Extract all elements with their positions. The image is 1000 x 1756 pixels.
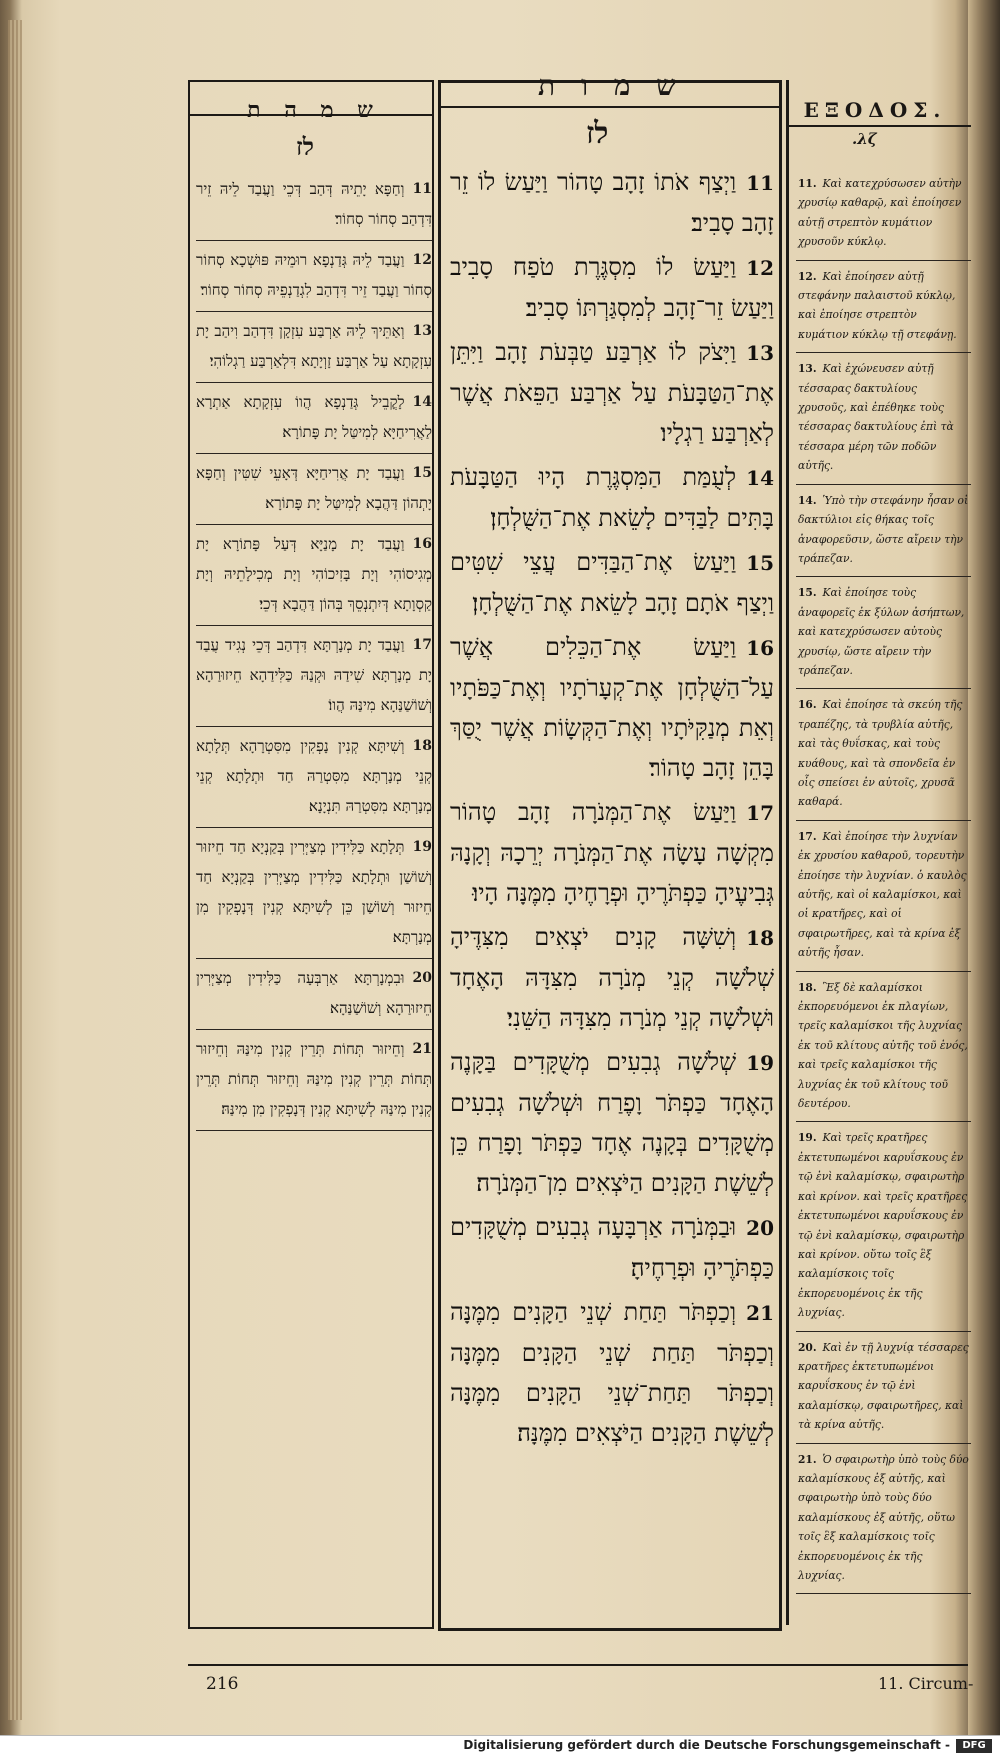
greek-verse-number: 14.	[798, 493, 817, 507]
aramaic-verse-text: וְחֵיזוּר תְּחוֹת תְּרֵין קְנִין מִינַּהּ וְחֵיזוּר תְּחוֹת תְּרֵין קְנִין מִינַּהּ וְחֵיזוּר תְּחוֹת תְּרֵין קְנִין מִינַּהּ לְשִׁיתָּא קְנִין דְּנָפְקִין מִן מִינַּהּ׃	[196, 1040, 432, 1118]
hebrew-verse	[446, 542, 778, 627]
aramaic-verse	[196, 170, 432, 241]
hebrew-verse-text: וְשִׁשָּׁה קָנִים יֹצְאִים מִצִּדֶּיהָ שְׁלֹשָׁה קְנֵי מְנֹרָה מִצִּדָּהּ הָאֶחָד וּשְׁלֹשָׁה קְנֵי מְנֹרָה מִצִּדָּהּ הַשֵּׁנִי׃	[450, 923, 774, 1032]
aramaic-verse	[196, 959, 432, 1030]
hebrew-verse-number: 11	[746, 171, 774, 195]
aramaic-verse-number: 16	[412, 536, 432, 552]
hebrew-verse-text: וְכַפְתֹּר תַּחַת שְׁנֵי הַקָּנִים מִמֶּנָּה וְכַפְתֹּר תַּחַת שְׁנֵי הַקָּנִים מִמֶּנָּה וְכַפְתֹּר תַּחַת־שְׁנֵי הַקָּנִים מִמֶּנָּה לְשֵׁשֶׁת הַקָּנִים הַיֹּצְאִים מִמֶּנָּה׃	[450, 1298, 774, 1447]
greek-verse	[796, 485, 971, 578]
greek-verse-text: Ὁ σφαιρωτὴρ ὑπὸ τοὺς δύο καλαμίσκους ἐξ αὐτῆς, καὶ σφαιρωτὴρ ὑπὸ τοὺς δύο καλαμίσκους ἐξ αὐτῆς, οὕτω τοῖς ἓξ καλαμίσκοις τοῖς ἐκπορευομένοις ἐκ τῆς λυχνίας.	[798, 1452, 969, 1582]
greek-verse-text: Καὶ ἐποίησε τὴν λυχνίαν ἐκ χρυσίου καθαροῦ, τορευτὴν ἐποίησε τὴν λυχνίαν. ὁ καυλὸς αὐτῆς, καὶ οἱ καλαμίσκοι, καὶ οἱ κρατῆρες, καὶ οἱ σφαιρωτῆρες, καὶ τὰ κρίνα ἐξ αὐτῆς ἦσαν.	[798, 829, 967, 960]
hebrew-verse-number: 21	[746, 1301, 774, 1325]
aramaic-verse-text: וּבִמְנָרְתָּא אַרְבְּעָה כַּלִּידִין מְצַיְּרִין חֵיזוּרַהָא וְשׁוֹשַׁנַּהָא׃	[196, 969, 432, 1017]
aramaic-verse-text: וְשִׁיתָּא קְנִין נָפְקִין מִסִּטְרָהָא תְּלָתָא קְנֵי מְנָרְתָּא מִסִּטְרַהּ חַד וּתְלָתָא קְנֵי מְנָרְתָּא מִסִּטְרַהּ תִּנְיָנָא׃	[196, 737, 432, 815]
book-page-edges	[8, 20, 22, 1720]
aramaic-running-head: ש מ ה ת	[247, 97, 381, 123]
aramaic-verse-text: וַעֲבַד יָת מָנַיָּא דְּעַל פָּתוֹרָא יָת מְגִיסוֹהִי וְיָת בָּזִיכוֹהִי וְיָת מְכִילָתֵיהּ וְיָת קַסְוָתָא דְּיִתְנְסֵךְ בְּהוֹן דַּהֲבָא דְּכֵי׃	[196, 535, 432, 613]
greek-verse-text: Καὶ ἐχώνευσεν αὐτῇ τέσσαρας δακτυλίους χρυσοῦς, καὶ ἐπέθηκε τοὺς τέσσαρας δακτυλίους ἐπὶ τὰ τέσσαρα μέρη τῶν ποδῶν αὐτῆς.	[798, 362, 954, 473]
greek-verse	[796, 689, 971, 820]
hebrew-verse-text: שְׁלֹשָׁה גְבִעִים מְשֻׁקָּדִים בַּקָּנֶה הָאֶחָד כַּפְתֹּר וָפֶרַח וּשְׁלֹשָׁה גְבִעִים מְשֻׁקָּדִים בְּקָנֶה אֶחָד כַּפְתֹּר וָפָרַח כֵּן לְשֵׁשֶׁת הַקָּנִים הַיֹּצְאִים מִן־הַמְּנֹרָה׃	[450, 1048, 774, 1197]
aramaic-verse	[196, 525, 432, 626]
hebrew-verse-text: וַיַּעַשׂ אֶת־הַמְּנֹרָה זָהָב טָהוֹר מִקְשָׁה עָשָׂה אֶת־הַמְּנֹרָה יְרֵכָהּ וְקָנָהּ גְּבִיעֶיהָ כַּפְתֹּרֶיהָ וּפְרָחֶיהָ מִמֶּנָּה הָיוּ׃	[450, 798, 774, 907]
aramaic-verse-number: 11	[412, 181, 432, 197]
aramaic-verse-number: 18	[412, 738, 432, 754]
aramaic-verse	[196, 727, 432, 828]
aramaic-verse	[196, 312, 432, 383]
greek-verse-number: 13.	[798, 362, 817, 376]
greek-verse-text: Καὶ ἐν τῇ λυχνίᾳ τέσσαρες κρατῆρες ἐκτετυπωμένοι καρυΐσκους ἐν τῷ ἑνὶ καλαμίσκῳ, σφαιρωτῆρες, καὶ τὰ κρίνα αὐτῆς.	[798, 1340, 969, 1432]
aramaic-verse	[196, 626, 432, 727]
aramaic-verse-number: 14	[412, 394, 432, 410]
hebrew-verse-number: 16	[746, 636, 774, 660]
hebrew-verse-text: וַיְצַף אֹתוֹ זָהָב טָהוֹר וַיַּעַשׂ לוֹ זֵר זָהָב סָבִיב׃	[450, 168, 774, 237]
aramaic-verse-number: 17	[412, 637, 432, 653]
hebrew-verse-number: 15	[746, 551, 774, 575]
greek-verse-number: 17.	[798, 829, 817, 843]
aramaic-verse-number: 15	[412, 465, 432, 481]
aramaic-verse-text: וְחַפָּא יָתֵיהּ דְּהַב דְּכֵי וַעֲבַד לֵיהּ זֵיר דִּדְהַב סְחוֹר סְחוֹר׃	[196, 180, 432, 228]
hebrew-verse-number: 17	[746, 801, 774, 825]
hebrew-verse	[446, 247, 778, 332]
greek-verse	[796, 1444, 971, 1595]
greek-verse-text: Καὶ τρεῖς κρατῆρες ἐκτετυπωμένοι καρυΐσκους ἐν τῷ ἑνὶ καλαμίσκῳ, σφαιρωτὴρ καὶ κρίνον. καὶ τρεῖς κρατῆρες ἐκτετυπωμένοι καρυΐσκους ἐν τῷ ἑνὶ καλαμίσκῳ, σφαιρωτὴρ καὶ κρίνον. οὕτω τοῖς ἓξ καλαμίσκοις τοῖς ἐκπορευομένοις ἐκ τῆς λυχνίας.	[798, 1131, 968, 1320]
aramaic-verse-number: 12	[412, 252, 432, 268]
greek-verse-number: 15.	[798, 586, 817, 600]
greek-verse-number: 20.	[798, 1340, 817, 1354]
hebrew-verse	[446, 332, 778, 457]
aramaic-verse-number: 20	[412, 970, 432, 986]
greek-verse-number: 18.	[798, 980, 817, 994]
hebrew-verse	[446, 1292, 778, 1457]
greek-chapter-number: λζ.	[852, 130, 877, 148]
hebrew-verse-text: וַיַּעַשׂ לוֹ מִסְגֶּרֶת טֹפַח סָבִיב וַיַּעַשׂ זֵר־זָהָב לְמִסְגַּרְתּוֹ סָבִיב׃	[450, 253, 774, 322]
hebrew-verse-text: וַיַּעַשׂ אֶת־הַבַּדִּים עֲצֵי שִׁטִּים וַיְצַף אֹתָם זָהָב לָשֵׂאת אֶת־הַשֻּׁלְחָן׃	[450, 548, 774, 617]
greek-septuagint-text	[796, 168, 971, 1594]
hebrew-verse-number: 14	[746, 466, 774, 490]
aramaic-verse-text: וַעֲבַד יָת מְנָרְתָּא דִּדְהַב דְּכֵי נְגִיד עֲבַד יָת מְנָרְתָּא שִׁידַהּ וּקְנַהּ כַּלִּידַהָא חֵיזוּרַהָא וְשׁוֹשַׁנַּהָא מִינַּהּ הֲווֹ׃	[196, 636, 432, 714]
hebrew-verse-number: 13	[746, 341, 774, 365]
greek-verse	[796, 168, 971, 261]
hebrew-verse	[446, 792, 778, 917]
greek-verse	[796, 821, 971, 972]
funding-credit: Digitalisierung gefördert durch die Deutsche Forschungsgemeinschaft -	[463, 1738, 950, 1752]
greek-verse	[796, 1332, 971, 1444]
aramaic-verse	[196, 241, 432, 312]
greek-verse-text: Καὶ κατεχρύσωσεν αὐτὴν χρυσίῳ καθαρῷ, καὶ ἐποίησεν αὐτῇ στρεπτὸν κυμάτιον χρυσοῦν κύκλῳ.	[798, 177, 962, 249]
greek-verse	[796, 261, 971, 354]
greek-verse-text: Ἓξ δὲ καλαμίσκοι ἐκπορευόμενοι ἐκ πλαγίων, τρεῖς καλαμίσκοι τῆς λυχνίας ἐκ τοῦ κλίτους αὐτῆς τοῦ ἑνός, καὶ τρεῖς καλαμίσκοι τῆς λυχνίας ἐκ τοῦ κλίτους τοῦ δευτέρου.	[798, 980, 968, 1111]
aramaic-verse-text: לָקֳבֵיל גְּדַנְפָא הֲווֹ עִזְקָתָא אַתְרָא לַאֲרִיחַיָּא לְמִיטַּל יָת פָּתוֹרָא׃	[196, 393, 432, 441]
greek-verse	[796, 972, 971, 1123]
hebrew-verse-number: 19	[746, 1051, 774, 1075]
greek-verse-number: 11.	[798, 177, 817, 190]
hebrew-verse-text: וַיִּצֹק לוֹ אַרְבַּע טַבְּעֹת זָהָב וַיִּתֵּן אֶת־הַטַּבָּעֹת עַל אַרְבַּע הַפֵּאֹת אֲשֶׁר לְאַרְבַּע רַגְלָיו׃	[450, 338, 774, 447]
greek-verse-number: 12.	[798, 269, 817, 283]
aramaic-verse	[196, 1030, 432, 1131]
hebrew-verse-text: לְעֻמַּת הַמִּסְגֶּרֶת הָיוּ הַטַּבָּעֹת בָּתִּים לַבַּדִּים לָשֵׂאת אֶת־הַשֻּׁלְחָן׃	[450, 463, 774, 532]
greek-verse-text: Καὶ ἐποίησεν αὐτῇ στεφάνην παλαιστοῦ κύκλῳ, καὶ ἐποίησε στρεπτὸν κυμάτιον κύκλῳ τῇ στεφάνῃ.	[798, 269, 957, 341]
hebrew-running-head: ש מ ו ת	[538, 69, 684, 102]
bottom-rule	[188, 1664, 968, 1666]
greek-running-head: ΕΞΟΔΟΣ.	[803, 98, 947, 122]
page-number: 216	[206, 1674, 239, 1694]
greek-verse-number: 21.	[798, 1452, 817, 1466]
aramaic-verse-text: תְּלָתָא כַּלִּידִין מְצַיְּרִין בְּקַנְיָא חַד חֵיזוּר וְשׁוֹשַׁן וּתְלָתָא כַּלִּידִין מְצַיְּרִין בְּקַנְיָא חַד חֵיזוּר וְשׁוֹשַׁן כֵּן לְשִׁיתָּא קְנִין דְּנָפְקִין מִן מְנָרְתָּא׃	[196, 838, 432, 946]
greek-verse-text: Καὶ ἐποίησε τοὺς ἀναφορεῖς ἐκ ξύλων ἀσήπτων, καὶ κατεχρύσωσεν αὐτοὺς χρυσίῳ, ὥστε αἴρειν τὴν τράπεζαν.	[798, 586, 965, 677]
aramaic-verse-text: וַעֲבַד יָת אֲרִיחַיָּא דְּאָעֵי שִׁטִּין וְחַפָּא יָתְהוֹן דַּהֲבָא לְמִיטַּל יָת פָּתוֹרָא׃	[196, 464, 432, 512]
dfg-logo: DFG	[956, 1739, 992, 1753]
hebrew-verse	[446, 1207, 778, 1292]
hebrew-verse-number: 12	[746, 256, 774, 280]
hebrew-verse-text: וַיַּעַשׂ אֶת־הַכֵּלִים אֲשֶׁר עַל־הַשֻּׁלְחָן אֶת־קְעָרֹתָיו וְאֶת־כַּפֹּתָיו וְאֵת מְנַקִּיֹּתָיו וְאֶת־הַקְּשָׂוֹת אֲשֶׁר יֻסַּךְ בָּהֵן זָהָב טָהוֹר׃	[450, 633, 774, 782]
aramaic-verse-number: 19	[412, 839, 432, 855]
digitization-footer	[0, 1735, 1000, 1756]
aramaic-chapter-number: לז	[296, 132, 314, 161]
hebrew-verse	[446, 627, 778, 792]
hebrew-chapter-number: לז	[586, 116, 609, 151]
greek-verse	[796, 577, 971, 689]
catchword: 11. Circum-	[878, 1674, 974, 1693]
book-gutter	[968, 0, 1000, 1735]
aramaic-verse-text: וַעֲבַד לֵיהּ גְּדַנְפָא רוּמֵיהּ פּוּשְׁכָא סְחוֹר סְחוֹר וַעֲבַד זֵיר דִּדְהַב לִגְדַנְפֵיהּ סְחוֹר סְחוֹר׃	[196, 251, 432, 299]
aramaic-verse	[196, 383, 432, 454]
greek-verse	[796, 1122, 971, 1331]
hebrew-verse-text: וּבַמְּנֹרָה אַרְבָּעָה גְבִעִים מְשֻׁקָּדִים כַּפְתֹּרֶיהָ וּפְרָחֶיהָ׃	[450, 1213, 774, 1282]
greek-verse-text: Καὶ ἐποίησε τὰ σκεύη τῆς τραπέζης, τὰ τρυβλία αὐτῆς, καὶ τὰς θυΐσκας, καὶ τοὺς κυάθους, καὶ τὰ σπονδεῖα ἐν οἷς σπείσει ἐν αὐτοῖς, χρυσᾶ καθαρά.	[798, 698, 963, 809]
aramaic-verse-text: וְאַתֵּיךְ לֵיהּ אַרְבַּע עִזְקָן דִּדְהַב וִיהַב יָת עִזְקָתָא עַל אַרְבַּע זָוְיָתָא דִּלְאַרְבַּע רַגְלוֹהִי׃	[196, 322, 432, 370]
hebrew-verse	[446, 457, 778, 542]
hebrew-verse-number: 18	[746, 926, 774, 950]
aramaic-verse	[196, 454, 432, 525]
aramaic-verse-number: 21	[412, 1041, 432, 1057]
greek-verse-text: Ὑπὸ τὴν στεφάνην ἦσαν οἱ δακτύλιοι εἰς θήκας τοῖς ἀναφορεῦσιν, ὥστε αἴρειν τὴν τράπεζαν.	[798, 493, 969, 565]
hebrew-verse	[446, 917, 778, 1042]
hebrew-header-rule	[438, 106, 782, 108]
hebrew-text	[446, 162, 778, 1457]
greek-verse-number: 19.	[798, 1131, 817, 1145]
hebrew-verse	[446, 1042, 778, 1207]
aramaic-verse-number: 13	[412, 323, 432, 339]
greek-verse-number: 16.	[798, 698, 817, 712]
greek-verse	[796, 353, 971, 484]
hebrew-verse-number: 20	[746, 1216, 774, 1240]
hebrew-verse	[446, 162, 778, 247]
aramaic-verse	[196, 828, 432, 959]
aramaic-targum-text	[196, 170, 432, 1131]
